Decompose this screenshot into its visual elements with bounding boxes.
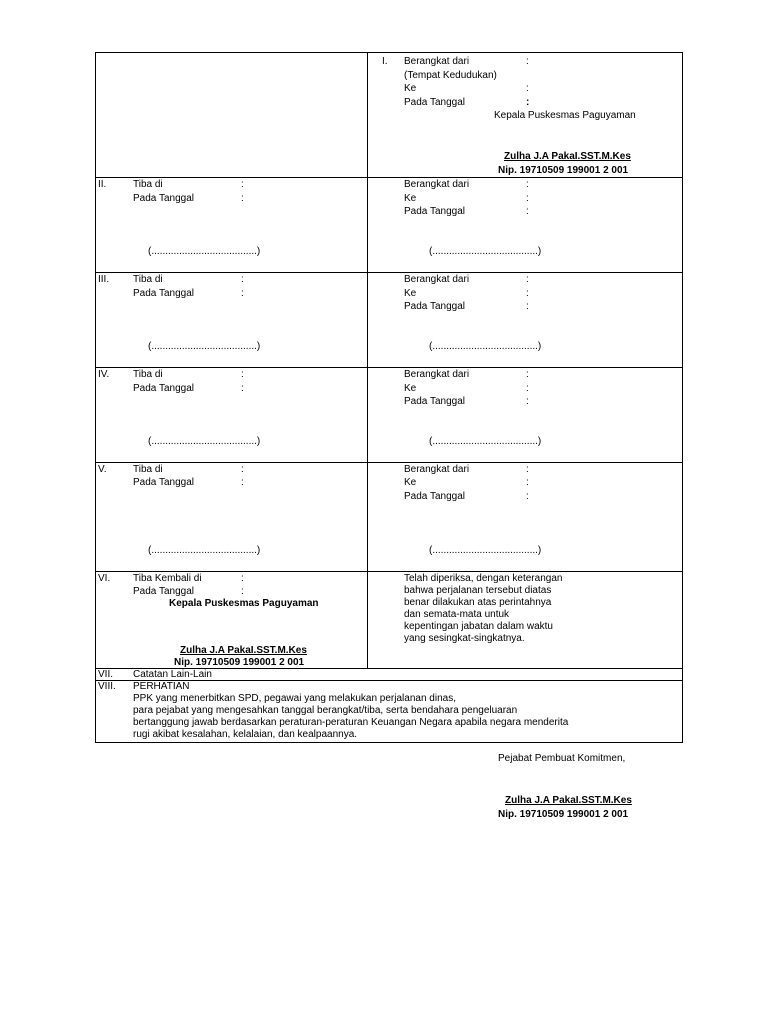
pada-tanggal-label: Pada Tanggal [404,396,465,407]
tempat-kedudukan-label: (Tempat Kedudukan) [404,70,497,81]
pada-tanggal-label: Pada Tanggal [404,206,465,217]
ke-label: Ke [404,477,417,488]
berangkat-dari-label: Berangkat dari [404,56,470,67]
footer-name: Zulha J.A PakaI.SST.M.Kes [505,795,632,806]
signature-placeholder-left: (......................................) [148,341,261,352]
colon: : [526,396,529,407]
colon: : [526,301,529,312]
perhatian-line: PPK yang menerbitkan SPD, pegawai yang melakukan perjalanan dinas, [133,693,456,704]
colon: : [526,383,529,394]
pada-tanggal-label: Pada Tanggal [404,491,465,502]
signature-placeholder-left: (......................................) [148,436,261,447]
pada-tanggal-label: Pada Tanggal [133,193,194,204]
signature-placeholder-left: (......................................) [148,246,261,257]
berangkat-dari-label: Berangkat dari [404,179,470,190]
row-divider [96,177,682,178]
colon: : [526,464,529,475]
signer-name: Zulha J.A PakaI.SST.M.Kes [504,151,631,162]
colon: : [241,369,244,380]
colon: : [241,383,244,394]
colon: : [526,56,529,67]
signature-placeholder-right: (......................................) [429,341,542,352]
colon: : [526,206,529,217]
signer-title: Kepala Puskesmas Paguyaman [494,110,636,121]
row-divider [96,462,682,463]
ke-label: Ke [404,288,417,299]
section-number: IV. [98,369,110,380]
signer-name: Zulha J.A PakaI.SST.M.Kes [180,645,307,656]
ke-label: Ke [404,83,417,94]
colon: : [241,573,244,584]
perhatian-heading: PERHATIAN [133,681,190,692]
colon: : [241,179,244,190]
tiba-di-label: Tiba di [133,179,163,190]
tiba-di-label: Tiba di [133,274,163,285]
signature-placeholder-right: (......................................) [429,436,542,447]
perhatian-line: para pejabat yang mengesahkan tanggal berangkat/tiba, serta bendahara pengeluaran [133,705,518,716]
tiba-kembali-label: Tiba Kembali di [133,573,202,584]
signer-nip: Nip. 19710509 199001 2 001 [498,165,629,176]
colon: : [241,193,244,204]
footer-title: Pejabat Pembuat Komitmen, [498,753,626,764]
signature-placeholder-right: (......................................) [429,246,542,257]
ke-label: Ke [404,193,417,204]
signature-placeholder-left: (......................................) [148,545,261,556]
pada-tanggal-label: Pada Tanggal [133,477,194,488]
section-number: VIII. [98,681,116,692]
pada-tanggal-label: Pada Tanggal [133,383,194,394]
travel-form-table [95,52,683,743]
colon: : [241,586,244,597]
tiba-di-label: Tiba di [133,369,163,380]
berangkat-dari-label: Berangkat dari [404,274,470,285]
berangkat-dari-label: Berangkat dari [404,464,470,475]
statement-line: Telah diperiksa, dengan keterangan [404,573,563,584]
column-divider [367,53,368,668]
colon: : [526,179,529,190]
signer-nip: Nip. 19710509 199001 2 001 [174,657,305,668]
section-number: VI. [98,573,111,584]
colon: : [526,193,529,204]
colon: : [526,97,530,108]
section-number: I. [382,56,388,67]
colon: : [526,274,529,285]
colon: : [526,369,529,380]
perhatian-line: rugi akibat kesalahan, kelalaian, dan kealpaannya. [133,729,358,740]
section-number: II. [98,179,107,190]
pada-tanggal-label: Pada Tanggal [404,97,465,108]
section-number: III. [98,274,110,285]
signature-placeholder-right: (......................................) [429,545,542,556]
colon: : [526,288,529,299]
footer-nip: Nip. 19710509 199001 2 001 [498,809,629,820]
section-number: VII. [98,669,114,680]
statement-line: yang sesingkat-singkatnya. [404,633,525,644]
statement-line: dan semata-mata untuk [404,609,510,620]
pada-tanggal-label: Pada Tanggal [404,301,465,312]
colon: : [526,491,529,502]
tiba-di-label: Tiba di [133,464,163,475]
perhatian-line: bertanggung jawab berdasarkan peraturan-peraturan Keuangan Negara apabila negara menderita [133,717,569,728]
pada-tanggal-label: Pada Tanggal [133,288,194,299]
colon: : [241,288,244,299]
catatan-label: Catatan Lain-Lain [133,669,212,680]
berangkat-dari-label: Berangkat dari [404,369,470,380]
pada-tanggal-label: Pada Tanggal [133,586,194,597]
statement-line: benar dilakukan atas perintahnya [404,597,552,608]
colon: : [526,83,529,94]
signer-title: Kepala Puskesmas Paguyaman [169,598,319,609]
statement-line: bahwa perjalanan tersebut diatas [404,585,552,596]
section-number: V. [98,464,107,475]
row-divider [96,272,682,273]
colon: : [241,274,244,285]
colon: : [526,477,529,488]
colon: : [241,477,244,488]
statement-line: kepentingan jabatan dalam waktu [404,621,553,632]
ke-label: Ke [404,383,417,394]
row-divider [96,367,682,368]
colon: : [241,464,244,475]
